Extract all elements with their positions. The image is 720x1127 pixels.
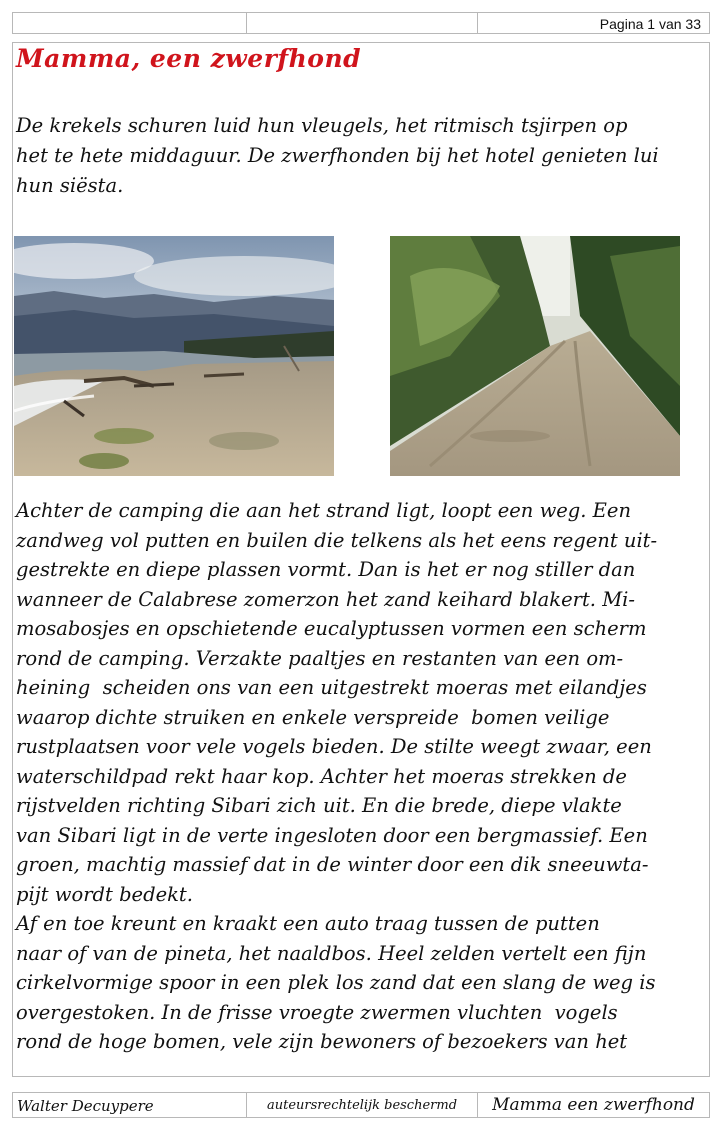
text-line: De krekels schuren luid hun vleugels, het ritmisch tsjirpen op [16,114,628,137]
text-line: waarop dichte struiken en enkele verspreide bomen veilige [16,705,610,729]
page-header [12,12,710,34]
text-line: rond de camping. Verzakte paaltjes en restanten van een om- [16,646,624,670]
text-line: cirkelvormige spoor in een plek los zand dat een slang de weg is [16,971,656,994]
text-line: naar of van de pineta, het naaldbos. Heel zelden vertelt een fijn [16,941,647,965]
page-number-label: Pagina 1 van 33 [599,16,701,32]
road-photo-image [390,236,680,476]
footer-author: Walter Decuypere [13,1093,247,1117]
text-line: het te hete middaguur. De zwerfhonden bij het hotel genieten lui [16,144,659,167]
text-line: heining scheiden ons van een uitgestrekt moeras met eilandjes [16,676,647,699]
paragraph-intro [16,111,710,201]
text-line: groen, machtig massief dat in de winter door een dik sneeuwta- [16,853,649,876]
footer-document-title: Mamma een zwerfhond [492,1095,695,1115]
text-line: mosabosjes en opschietende eucalyptussen vormen een scherm [16,617,647,640]
text-line: Af en toe kreunt en kraakt een auto traag tussen de putten [16,912,600,935]
footer-copyright: auteursrechtelijk beschermd [247,1093,478,1117]
page-footer [12,1092,710,1118]
header-cell-middle [247,13,478,33]
text-line: overgestoken. In de frisse vroegte zwermen vluchten vogels [16,1000,618,1024]
text-line: Achter de camping die aan het strand ligt, loopt een weg. Een [16,499,632,522]
beach-photo [14,236,334,476]
text-line: wanneer de Calabrese zomerzon het zand keihard blakert. Mi- [16,587,635,611]
document-title: Mamma, een zwerfhond [16,44,362,73]
header-cell-left [13,13,247,33]
text-line: gestrekte en diepe plassen vormt. Dan is het er nog stiller dan [16,558,636,581]
text-line: rijstvelden richting Sibari zich uit. En die brede, diepe vlakte [16,794,622,817]
beach-photo-image [14,236,334,476]
road-photo [390,236,680,476]
text-line: van Sibari ligt in de verte ingesloten door een bergmassief. Een [16,823,648,847]
text-line: waterschildpad rekt haar kop. Achter het moeras strekken de [16,764,627,788]
text-line: zandweg vol putten en builen die telkens als het eens regent uit- [16,528,658,552]
text-line: pijt wordt bedekt. [16,882,193,906]
text-line: rond de hoge bomen, vele zijn bewoners of bezoekers van het [16,1030,628,1053]
text-line: rustplaatsen voor vele vogels bieden. De stilte weegt zwaar, een [16,735,652,758]
paragraph-body [16,496,710,1057]
text-line: hun siësta. [16,174,124,197]
